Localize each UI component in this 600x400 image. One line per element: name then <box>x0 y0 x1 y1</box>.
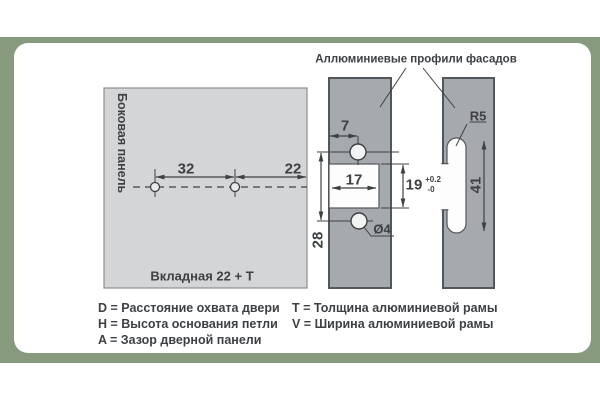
mounting-hole-left <box>151 183 160 192</box>
side-panel-shape <box>104 88 307 288</box>
dim-hole-edge: 7 <box>340 117 350 135</box>
dim-notch-width: 17 <box>345 171 363 189</box>
middle-profile-shape <box>317 78 409 288</box>
dim-hole-pitch: 28 <box>309 231 327 249</box>
legend-item-t: T = Толщина алюминиевой рамы <box>292 301 498 315</box>
legend-item-a: A = Зазор дверной панели <box>98 333 262 347</box>
header-label: Аллюминиевые профили фасадов <box>315 53 517 66</box>
dim-notch-height: 19 <box>405 176 423 194</box>
dim-hole-diameter: Ø4 <box>373 221 391 237</box>
side-panel-label: Боковая панель <box>115 93 129 194</box>
profile-slot <box>447 138 466 233</box>
legend-item-v: V = Ширина алюминиевой рамы <box>292 317 494 331</box>
mounting-hole-right <box>231 183 240 192</box>
dim-slot-length: 41 <box>467 176 485 194</box>
dim-notch-height-tol-plus: +0.2 <box>425 175 441 184</box>
dim-edge-offset: 22 <box>284 160 302 178</box>
profile-hole-bottom <box>351 213 367 229</box>
legend-item-h: H = Высота основания петли <box>98 317 278 331</box>
profile-hole-top <box>350 144 366 160</box>
dim-hole-spacing: 32 <box>177 160 195 178</box>
dim-corner-radius: R5 <box>469 108 487 124</box>
panel-caption: Вкладная 22 + Т <box>150 268 254 284</box>
legend-item-d: D = Расстояние охвата двери <box>98 301 280 315</box>
dim-notch-height-tol-minus: -0 <box>427 185 435 194</box>
